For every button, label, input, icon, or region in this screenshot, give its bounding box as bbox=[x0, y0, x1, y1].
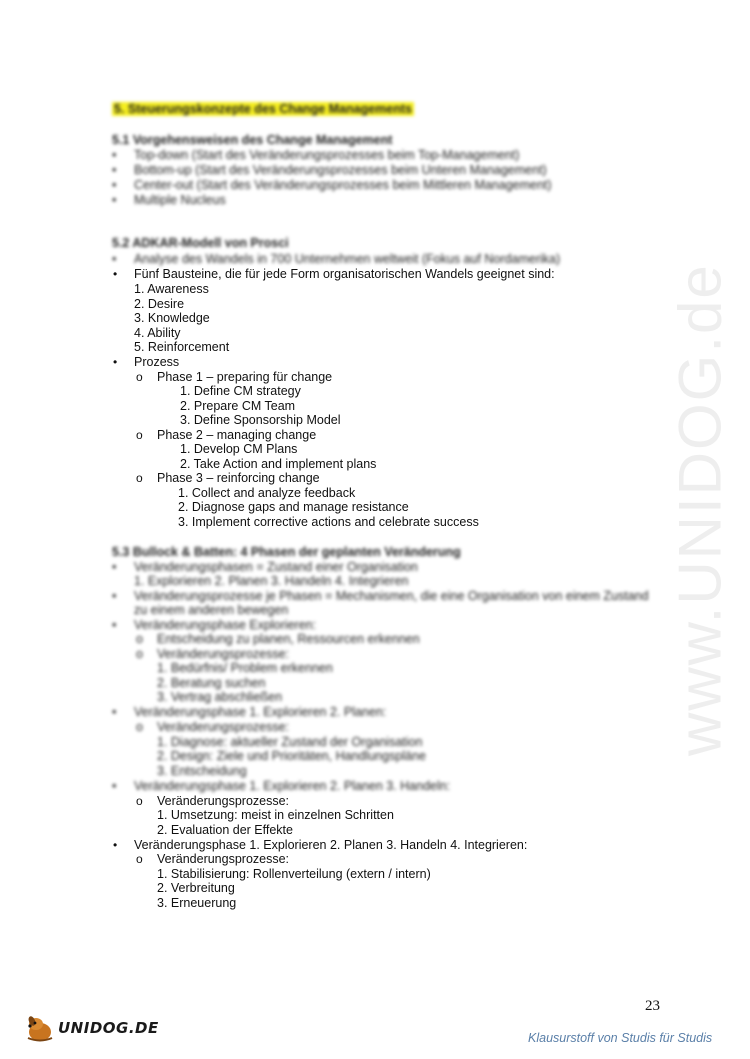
list-item: 1. Define CM strategy bbox=[180, 384, 301, 398]
page-number: 23 bbox=[645, 998, 660, 1014]
subsection-title-5-1: 5.1 Vorgehensweisen des Change Management bbox=[112, 133, 393, 147]
phase-3-label: Phase 3 – reinforcing change bbox=[157, 471, 320, 485]
list-item: 3. Knowledge bbox=[134, 311, 210, 325]
bullet-icon: • bbox=[113, 267, 118, 281]
list-item: 2. Prepare CM Team bbox=[180, 399, 296, 413]
bullet-icon: • bbox=[113, 838, 118, 852]
sub-bullet-icon: o bbox=[136, 370, 143, 384]
section-heading bbox=[112, 102, 414, 117]
watermark-text: www.UNIDOG.de bbox=[666, 263, 734, 757]
bausteine-text: Fünf Bausteine, die für jede Form organisatorischen Wandels geeignet sind: bbox=[134, 267, 555, 281]
integrieren-phase-label: Veränderungsphase 1. Explorieren 2. Planen 3. Handeln 4. Integrieren: bbox=[134, 838, 528, 852]
list-item: 1. Umsetzung: meist in einzelnen Schritten bbox=[157, 808, 394, 822]
list-item: 2. Evaluation der Effekte bbox=[157, 823, 293, 837]
phase-1-label: Phase 1 – preparing für change bbox=[157, 370, 333, 384]
sub-bullet-icon: o bbox=[136, 794, 143, 808]
list-item: 3. Entscheidung bbox=[157, 764, 247, 778]
phase-2-label: Phase 2 – managing change bbox=[157, 428, 317, 442]
list-item: 1. Diagnose: aktueller Zustand der Organisation bbox=[157, 735, 423, 749]
list-item: 1. Collect and analyze feedback bbox=[178, 486, 356, 500]
section-heading-text: 5. Steuerungskonzepte des Change Managements bbox=[114, 102, 412, 116]
list-item: 1. Stabilisierung: Rollenverteilung (extern / intern) bbox=[157, 867, 431, 881]
list-item: 3. Erneuerung bbox=[157, 896, 237, 910]
integrieren-process-label: Veränderungsprozesse: bbox=[157, 852, 290, 866]
subsection-title-5-2: 5.2 ADKAR-Modell von Prosci bbox=[112, 236, 289, 250]
list-item: 3. Implement corrective actions and celebrate success bbox=[178, 515, 479, 529]
list-item: 2. Design: Ziele und Prioritäten, Handlungspläne bbox=[157, 749, 426, 763]
list-item: 1. Develop CM Plans bbox=[180, 442, 298, 456]
list-item: 2. Take Action and implement plans bbox=[180, 457, 377, 471]
list-item: zu einem anderen bewegen bbox=[134, 603, 289, 617]
subsection-title-5-3: 5.3 Bullock & Batten: 4 Phasen der geplanten Veränderung bbox=[112, 545, 461, 559]
bullet-icon: • bbox=[113, 355, 118, 369]
list-item: 4. Ability bbox=[134, 326, 181, 340]
sub-bullet-icon: o bbox=[136, 471, 143, 485]
list-item: 2. Verbreitung bbox=[157, 881, 235, 895]
unidog-logo[interactable] bbox=[24, 1012, 159, 1044]
list-item: 2. Diagnose gaps and manage resistance bbox=[178, 500, 409, 514]
list-item: 3. Define Sponsorship Model bbox=[180, 413, 341, 427]
sub-bullet-icon: o bbox=[136, 852, 143, 866]
prozess-label: Prozess bbox=[134, 355, 180, 369]
footer-tagline: Klausurstoff von Studis für Studis bbox=[528, 1031, 713, 1045]
list-item: 1. Bedürfnis/ Problem erkennen bbox=[157, 661, 333, 675]
list-item: 1. Awareness bbox=[134, 282, 209, 296]
sub-bullet-icon: o bbox=[136, 428, 143, 442]
list-item: 3. Vertrag abschließen bbox=[157, 690, 283, 704]
list-item: 5. Reinforcement bbox=[134, 340, 230, 354]
dog-icon bbox=[24, 1012, 56, 1044]
logo-text: UNIDOG.DE bbox=[58, 1019, 159, 1037]
handeln-process-label: Veränderungsprozesse: bbox=[157, 794, 290, 808]
list-item: 2. Desire bbox=[134, 297, 185, 311]
list-item: 2. Beratung suchen bbox=[157, 676, 266, 690]
list-item: 1. Explorieren 2. Planen 3. Handeln 4. Integrieren bbox=[134, 574, 409, 588]
